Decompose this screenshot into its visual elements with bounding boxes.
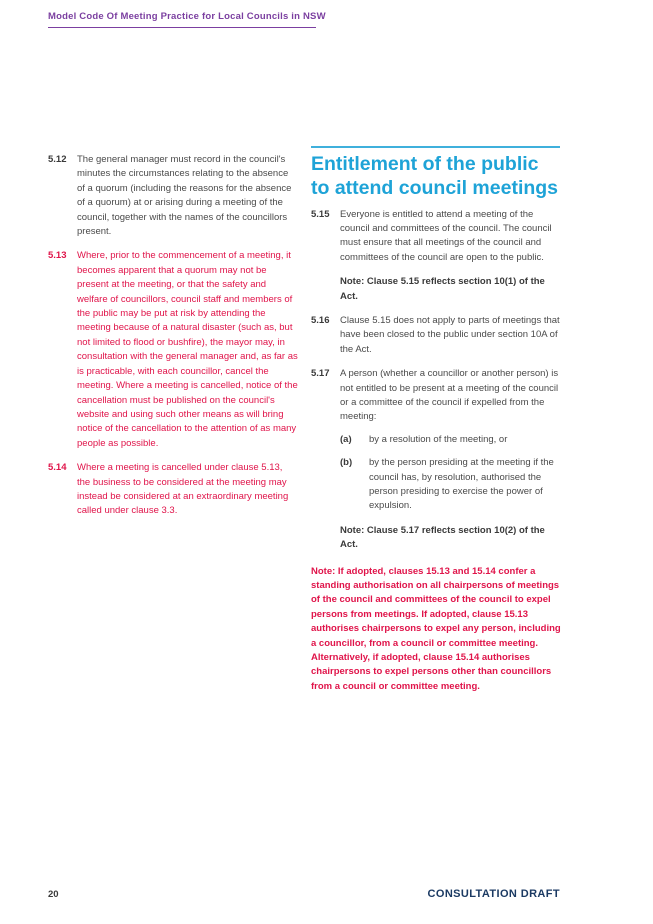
document-header-title: Model Code Of Meeting Practice for Local Councils in NSW: [48, 11, 326, 22]
page-number: 20: [48, 889, 59, 900]
clause-5-17: [311, 367, 561, 514]
subclause-list: [340, 433, 561, 514]
clause-5-13: [48, 249, 298, 451]
clause-text: Everyone is entitled to attend a meeting of the council and committees of the council. The council must ensure that all meetings of the council and committees of the council are open to the public.: [340, 208, 552, 263]
clause-number: 5.14: [48, 462, 67, 474]
clause-text: Clause 5.15 does not apply to parts of meetings that have been closed to the public under section 10A of the Act.: [340, 314, 560, 355]
clause-number: 5.15: [311, 208, 330, 220]
left-column: [48, 153, 298, 529]
clause-text: Where, prior to the commencement of a meeting, it becomes apparent that a quorum may not be present at the meeting, or that the safety and welfare of councillors, council staff and members of the public may be put at risk by attending the meeting because of a natural disaster (such as, but not limited to flood or bushfire), the mayor may, in consultation with the general manager and, as far as is practicable, with each councillor, cancel the meeting. Where a meeting is cancelled, notice of the cancellation must be published on the council's website and using such other means as will bring notice of the cancellation to the attention of as many people as possible.: [77, 250, 298, 449]
section-heading: Entitlement of the public to attend council meetings: [311, 152, 559, 199]
note-5-15: Note: Clause 5.15 reflects section 10(1) of the Act.: [340, 276, 545, 302]
clause-number: 5.12: [48, 154, 67, 165]
section-divider: [311, 146, 560, 148]
clause-5-15: [311, 208, 561, 266]
subclause-label: (a): [340, 433, 352, 445]
note-5-17: Note: Clause 5.17 reflects section 10(2) of the Act.: [340, 524, 545, 551]
right-column: [311, 146, 561, 694]
subclause-label: (b): [340, 457, 353, 469]
subclause-text: by a resolution of the meeting, or: [369, 433, 508, 445]
clause-text: A person (whether a councillor or another person) is not entitled to be present at a meeting of the council or a committee of the council if expelled from the meeting:: [340, 368, 559, 423]
subclause-b: [340, 456, 561, 514]
clause-5-12: [48, 153, 298, 239]
subclause-a: [340, 433, 561, 447]
clause-text: Where a meeting is cancelled under clause 5.13, the business to be considered at the meeting may instead be considered at an extraordinary meeting called under clause 3.3.: [77, 462, 289, 517]
clause-5-16: [311, 314, 561, 357]
adoption-note: Note: If adopted, clauses 15.13 and 15.14 confer a standing authorisation on all chairpersons of meetings of the council and committees of the council to expel persons from meetings. If adopted, clause 15.13 authorises chairpersons to expel any person, including a councillor, from a council or committee meeting. Alternatively, if adopted, clause 15.14 authorises chairpersons to expel persons other than councillors from a council or committee meeting.: [311, 565, 561, 692]
clause-number: 5.16: [311, 314, 330, 326]
subclause-text: by the person presiding at the meeting if the council has, by resolution, authorised the person presiding to exercise the power of expulsion.: [369, 457, 554, 512]
consultation-draft-label: CONSULTATION DRAFT: [427, 888, 560, 900]
clause-text: The general manager must record in the council's minutes the circumstances relating to the absence of a quorum (including the reasons for the absence of a quorum) at or arising during a meeting of the council, together with the names of the councillors present.: [77, 154, 292, 238]
clause-number: 5.13: [48, 250, 67, 262]
clause-number: 5.17: [311, 368, 330, 380]
clause-5-14: [48, 461, 298, 519]
header-divider: [48, 27, 316, 28]
